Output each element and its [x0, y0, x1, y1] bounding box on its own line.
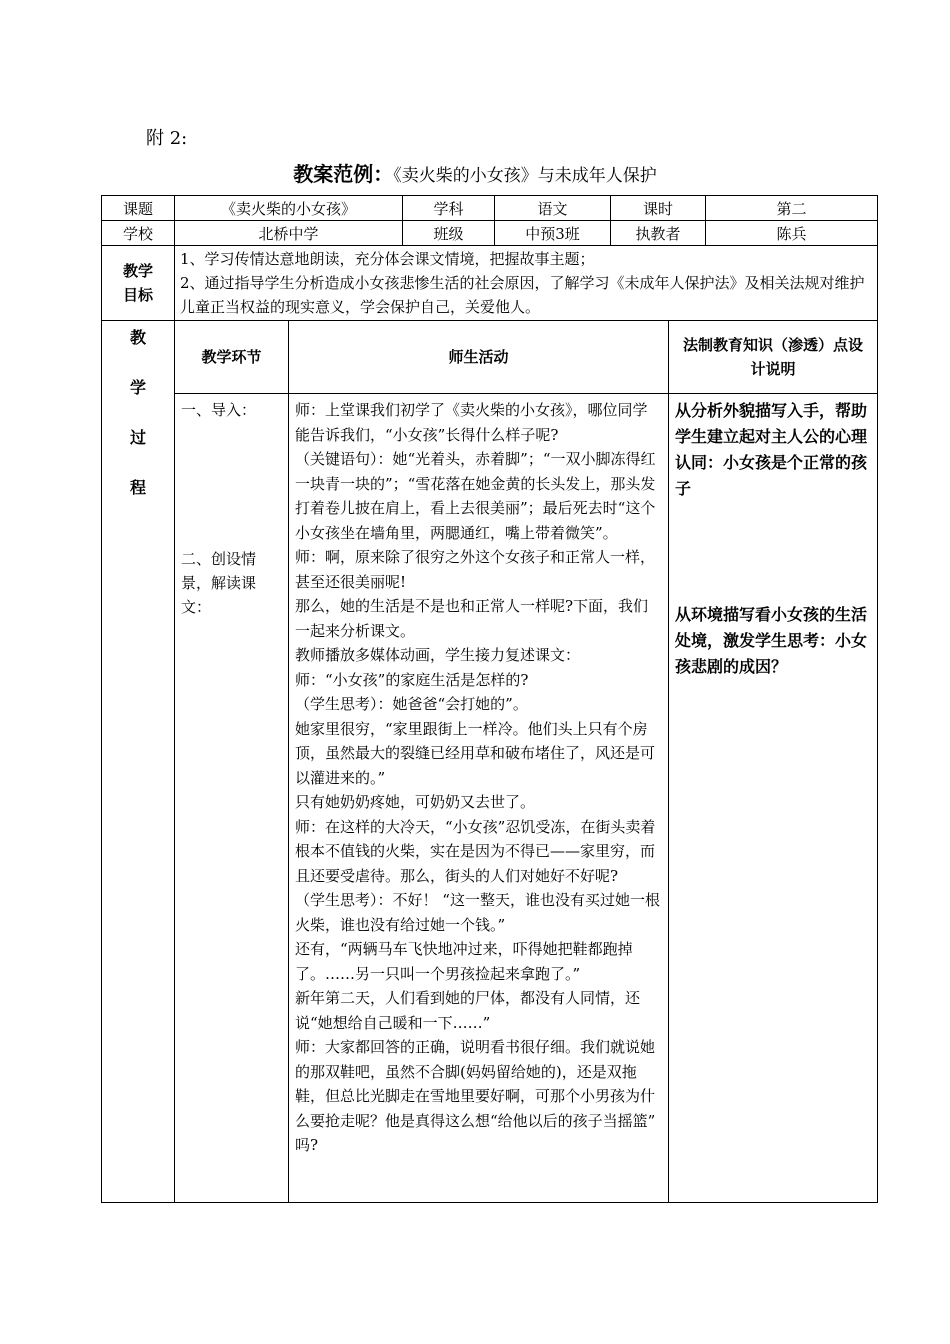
process-label-char-2: 学	[129, 378, 146, 397]
process-label-char-4: 程	[129, 478, 146, 497]
step-column	[175, 394, 289, 1203]
law-column	[669, 394, 878, 1203]
process-label-char-1: 教	[129, 328, 146, 347]
goals-label	[102, 246, 175, 321]
goals-label-line2: 目标	[122, 286, 153, 304]
info-label-teacher: 执教者	[611, 221, 706, 246]
info-label-period: 课时	[611, 196, 706, 221]
info-row-2	[102, 221, 878, 246]
goal-item-1: 1、学习传情达意地朗读，充分体会课文情境，把握故事主题；	[180, 250, 595, 268]
activity-para-5: 教师播放多媒体动画，学生接力复述课文：	[295, 646, 581, 664]
info-value-school: 北桥中学	[175, 221, 403, 246]
appendix-label: 附 2:	[146, 128, 188, 149]
goals-label-line1: 教学	[122, 262, 153, 280]
activity-para-7: （学生思考）：她爸爸“会打她的”。	[295, 695, 528, 713]
info-value-period: 第二	[706, 196, 878, 221]
goals-text	[175, 246, 878, 321]
info-row-1	[102, 196, 878, 221]
header-law: 法制教育知识（渗透）点设计说明	[669, 321, 878, 394]
info-label-subject: 学科	[403, 196, 495, 221]
activity-para-11: （学生思考）：不好！ “这一整天，谁也没有买过她一根火柴，谁也没有给过她一个钱。”	[295, 891, 660, 934]
document-title	[0, 158, 950, 187]
activity-para-12: 还有，“两辆马车飞快地冲过来，吓得她把鞋都跑掉了。……另一只叫一个男孩捡起来拿跑了。”	[295, 940, 633, 983]
info-label-school: 学校	[102, 221, 175, 246]
title-rest: 《卖火柴的小女孩》与未成年人保护	[393, 166, 657, 186]
activity-para-6: 师：“小女孩”的家庭生活是怎样的?	[295, 670, 529, 689]
law-note-1: 从分析外貌描写入手，帮助学生建立起对主人公的心理认同：小女孩是个正常的孩子	[675, 401, 868, 498]
title-bold: 教案范例：	[293, 162, 394, 186]
activity-column	[289, 394, 669, 1203]
activity-para-4: 那么，她的生活是不是也和正常人一样呢?下面，我们一起来分析课文。	[295, 597, 649, 640]
activity-para-8: 她家里很穷，“家里跟街上一样冷。他们头上只有个房顶，虽然最大的裂缝已经用草和破布堵住了，风还是可以灌进来的。”	[295, 719, 656, 787]
header-step: 教学环节	[175, 321, 289, 394]
lesson-plan-table	[101, 195, 878, 1203]
goals-row	[102, 246, 878, 321]
info-value-subject: 语文	[495, 196, 611, 221]
law-note-2: 从环境描写看小女孩的生活处境，激发学生思考：小女孩悲剧的成因？	[675, 605, 868, 676]
process-label-char-3: 过	[129, 428, 146, 447]
info-label-class: 班级	[403, 221, 495, 246]
activity-para-10: 师：在这样的大冷天，“小女孩”忍饥受冻，在街头卖着根本不值钱的火柴，实在是因为不得已——家里穷，而且还要受虐待。那么，街头的人们对她好不好呢?	[295, 817, 656, 885]
process-content-row	[102, 394, 878, 1203]
activity-para-2: （关键语句）：她“光着头，赤着脚”；“一双小脚冻得红一块青一块的”；“雪花落在她金黄的长头发上，那头发打着卷儿披在肩上，看上去很美丽”；最后死去时“这个小女孩坐在墙角里，两腮通红，嘴上带着微笑”。	[295, 450, 656, 542]
info-value-class: 中预3班	[495, 221, 611, 246]
process-label	[102, 321, 175, 1203]
activity-para-3: 师：啊，原来除了很穷之外这个女孩子和正常人一样，甚至还很美丽呢!	[295, 548, 656, 591]
activity-para-1: 师：上堂课我们初学了《卖火柴的小女孩》，哪位同学能告诉我们，“小女孩”长得什么样子呢?	[295, 401, 648, 444]
process-header-row	[102, 321, 878, 394]
step-1: 一、导入：	[181, 401, 257, 419]
info-label-topic: 课题	[102, 196, 175, 221]
activity-para-13: 新年第二天，人们看到她的尸体，都没有人同情，还说“她想给自己暖和一下……”	[295, 989, 641, 1032]
goal-item-2: 2、通过指导学生分析造成小女孩悲惨生活的社会原因，了解学习《未成年人保护法》及相关法规对维护儿童正当权益的现实意义，学会保护自己，关爱他人。	[180, 274, 865, 316]
activity-para-9: 只有她奶奶疼她，可奶奶又去世了。	[295, 793, 536, 811]
activity-para-14: 师：大家都回答的正确，说明看书很仔细。我们就说她的那双鞋吧，虽然不合脚(妈妈留给她的)，还是双拖鞋，但总比光脚走在雪地里要好啊，可那个小男孩为什么要抢走呢？他是真得这么想“给他以后的孩子当摇篮” 吗?	[295, 1038, 656, 1154]
info-value-teacher: 陈兵	[706, 221, 878, 246]
step-2: 二、创设情景，解读课文：	[181, 550, 257, 616]
header-activity: 师生活动	[289, 321, 669, 394]
info-value-topic: 《卖火柴的小女孩》	[175, 196, 403, 221]
